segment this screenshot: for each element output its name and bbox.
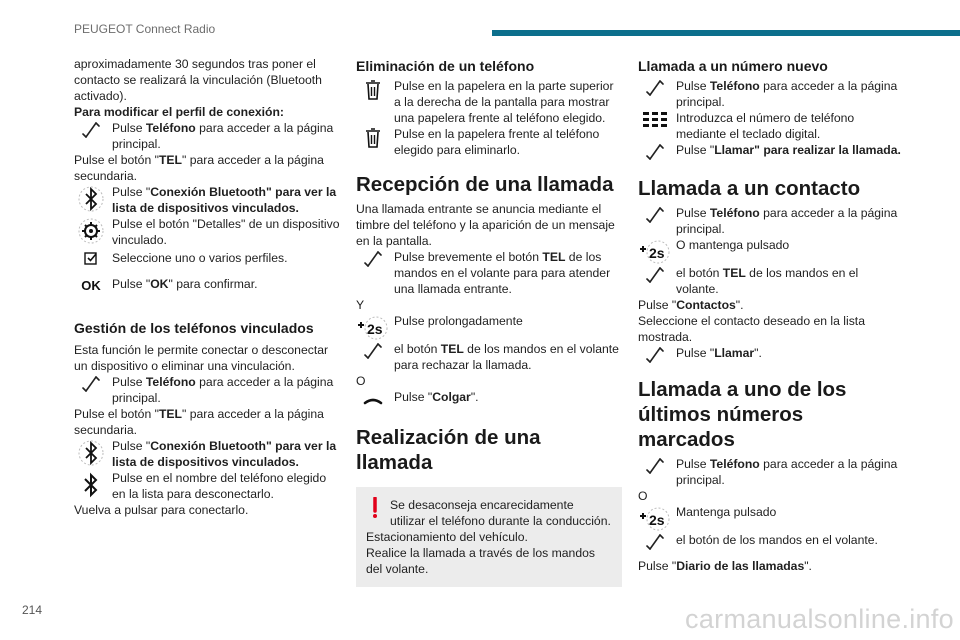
paragraph: aproximadamente 30 segundos tras poner el contacto se realizará la vinculación (Bluetooth activado). — [74, 57, 322, 103]
text: el botón — [394, 342, 441, 356]
phone-icon — [638, 78, 672, 112]
page-number: 214 — [22, 603, 43, 617]
text-bold: Llamar" para realizar la llamada. — [714, 143, 901, 157]
step-phone — [638, 78, 904, 110]
step-trash-item — [356, 126, 622, 158]
text: de los mandos en el volante para rechazar la llamada. — [394, 342, 619, 372]
paragraph: Pulse "Contactos". — [638, 298, 744, 312]
text-bold: Colgar — [432, 390, 471, 404]
section-heading: Recepción de una llamada — [356, 173, 614, 196]
text: para acceder a la página principal. — [676, 79, 898, 109]
svg-text:2s: 2s — [649, 245, 665, 261]
text-bold: Conexión Bluetooth" para ver la lista de dispositivos vinculados. — [112, 185, 337, 215]
paragraph: Seleccione el contacto deseado en la lista mostrada. — [638, 314, 865, 344]
step-bluetooth — [74, 438, 342, 470]
text: Pulse el botón "Detalles" de un dispositivo vinculado. — [112, 217, 340, 247]
column-2 — [356, 58, 622, 587]
text-bold: Conexión Bluetooth" para ver la lista de dispositivos vinculados. — [112, 439, 337, 469]
paragraph: Vuelva a pulsar para conectarlo. — [74, 503, 249, 517]
text-bold: Teléfono — [709, 79, 760, 93]
text: Pulse — [112, 121, 146, 135]
section-heading: Llamada a un contacto — [638, 177, 861, 200]
step-long-press — [638, 504, 904, 528]
text-bold: TEL — [722, 266, 746, 280]
keypad-icon — [638, 110, 672, 144]
step-profiles — [74, 250, 342, 266]
step-keypad — [638, 110, 904, 142]
paragraph: Pulse el botón "TEL" para acceder a la página secundaria. — [74, 407, 324, 437]
text-bold: Teléfono — [709, 206, 760, 220]
bluetooth-icon — [74, 438, 108, 472]
paragraph: Pulse el botón "TEL" para acceder a la página secundaria. — [74, 153, 324, 183]
warning-icon — [366, 497, 384, 531]
text-bold: Llamar — [714, 346, 755, 360]
watermark: carmanualsonline.info — [685, 604, 954, 634]
text: " para confirmar. — [168, 277, 258, 291]
step-bluetooth — [74, 184, 342, 216]
step-tel — [638, 265, 904, 297]
header-accent-bar — [492, 30, 960, 36]
text: para acceder a la página principal. — [112, 121, 334, 151]
bluetooth-icon — [74, 184, 108, 218]
text: para acceder a la página principal. — [676, 457, 898, 487]
text: ". — [754, 346, 762, 360]
text: Pulse " — [112, 439, 151, 453]
text: Mantenga pulsado — [676, 505, 777, 519]
phone-icon — [638, 345, 672, 379]
ok-label: OK — [81, 278, 101, 293]
text: Pulse — [676, 79, 710, 93]
text: Seleccione uno o varios perfiles. — [112, 251, 288, 265]
trash-icon — [356, 78, 390, 112]
warning-box — [356, 487, 622, 587]
text: Introduzca el número de teléfono mediante el teclado digital. — [676, 111, 855, 141]
text: Pulse brevemente el botón — [394, 250, 543, 264]
page-header-title: PEUGEOT Connect Radio — [74, 22, 216, 36]
phone-icon — [638, 205, 672, 239]
svg-text:2s: 2s — [649, 512, 665, 528]
step-long-press — [356, 313, 622, 337]
text: el botón — [676, 266, 723, 280]
step-details — [74, 216, 342, 248]
section-heading: Para modificar el perfil de conexión: — [74, 105, 284, 119]
step-hangup — [356, 389, 622, 405]
text: Pulse en el nombre del teléfono elegido en la lista para desconectarlo. — [112, 471, 327, 501]
paragraph: Una llamada entrante se anuncia mediante el timbre del teléfono y la aparición de un mensaje en la pantalla. — [356, 202, 615, 248]
text-bold: TEL — [440, 342, 464, 356]
text-bold: Teléfono — [145, 121, 196, 135]
paragraph: O — [638, 489, 648, 503]
svg-text:2s: 2s — [367, 321, 383, 337]
column-3 — [638, 58, 904, 574]
step-call — [638, 345, 904, 361]
paragraph: Esta función le permite conectar o desconectar un dispositivo o eliminar una vinculación. — [74, 343, 329, 373]
phone-icon — [356, 249, 390, 283]
text: de los mandos en el volante. — [676, 266, 859, 296]
phone-icon — [74, 374, 108, 408]
text: Pulse — [112, 375, 146, 389]
text: Pulse en la papelera en la parte superior a la derecha de la pantalla para mostrar una papelera frente al teléfono elegido. — [394, 79, 614, 125]
paragraph: Estacionamiento del vehículo. — [366, 530, 528, 544]
text-bold: Teléfono — [709, 457, 760, 471]
text-bold: TEL — [542, 250, 566, 264]
text: Pulse prolongadamente — [394, 314, 523, 328]
text: Pulse " — [394, 390, 433, 404]
phone-icon — [638, 532, 672, 566]
phone-icon — [638, 456, 672, 490]
section-heading: Llamada a uno de los últimos números marcados — [638, 378, 847, 451]
step-phone — [74, 120, 342, 152]
step-phone — [638, 205, 904, 237]
text-bold: OK — [150, 277, 169, 291]
step-tel — [638, 532, 904, 548]
text: Pulse " — [676, 143, 715, 157]
text: ". — [470, 390, 479, 404]
section-heading: Realización de una llamada — [356, 426, 541, 474]
text: Pulse " — [676, 346, 715, 360]
column-1 — [74, 56, 342, 518]
step-reject — [356, 341, 622, 373]
phone-icon — [638, 265, 672, 299]
paragraph: O — [356, 374, 366, 388]
step-phone — [638, 456, 904, 488]
text: Pulse " — [112, 277, 151, 291]
text: de los mandos en el volante para para atender una llamada entrante. — [394, 250, 611, 296]
phone-icon — [356, 341, 390, 375]
text: Pulse — [676, 457, 710, 471]
phone-icon — [74, 120, 108, 154]
text: para acceder a la página principal. — [676, 206, 898, 236]
text: Pulse " — [112, 185, 151, 199]
section-heading: Eliminación de un teléfono — [356, 58, 535, 74]
text: Pulse — [676, 206, 710, 220]
warning-row — [366, 497, 612, 529]
text: para acceder a la página principal. — [112, 375, 334, 405]
step-ok — [74, 276, 342, 292]
section-heading: Llamada a un número nuevo — [638, 58, 828, 74]
step-call — [638, 142, 904, 158]
text: el botón de los mandos en el volante. — [676, 533, 878, 547]
section-heading: Gestión de los teléfonos vinculados — [74, 320, 314, 336]
settings-gear-icon — [74, 216, 108, 250]
bluetooth-icon — [74, 470, 108, 504]
step-long-press — [638, 237, 904, 261]
text: Se desaconseja encarecidamente utilizar el teléfono durante la conducción. — [390, 498, 611, 528]
paragraph: Pulse "Diario de las llamadas". — [638, 559, 812, 573]
trash-icon — [356, 126, 390, 160]
text: O mantenga pulsado — [676, 238, 790, 252]
phone-icon — [638, 142, 672, 176]
step-disconnect — [74, 470, 342, 502]
paragraph: Y — [356, 298, 365, 312]
text: Pulse en la papelera frente al teléfono elegido para eliminarlo. — [394, 127, 600, 157]
paragraph: Realice la llamada a través de los mandos del volante. — [366, 546, 595, 576]
hang-up-icon — [356, 389, 390, 423]
text-bold: Teléfono — [145, 375, 196, 389]
step-answer — [356, 249, 622, 297]
step-trash-top — [356, 78, 622, 126]
step-phone — [74, 374, 342, 406]
